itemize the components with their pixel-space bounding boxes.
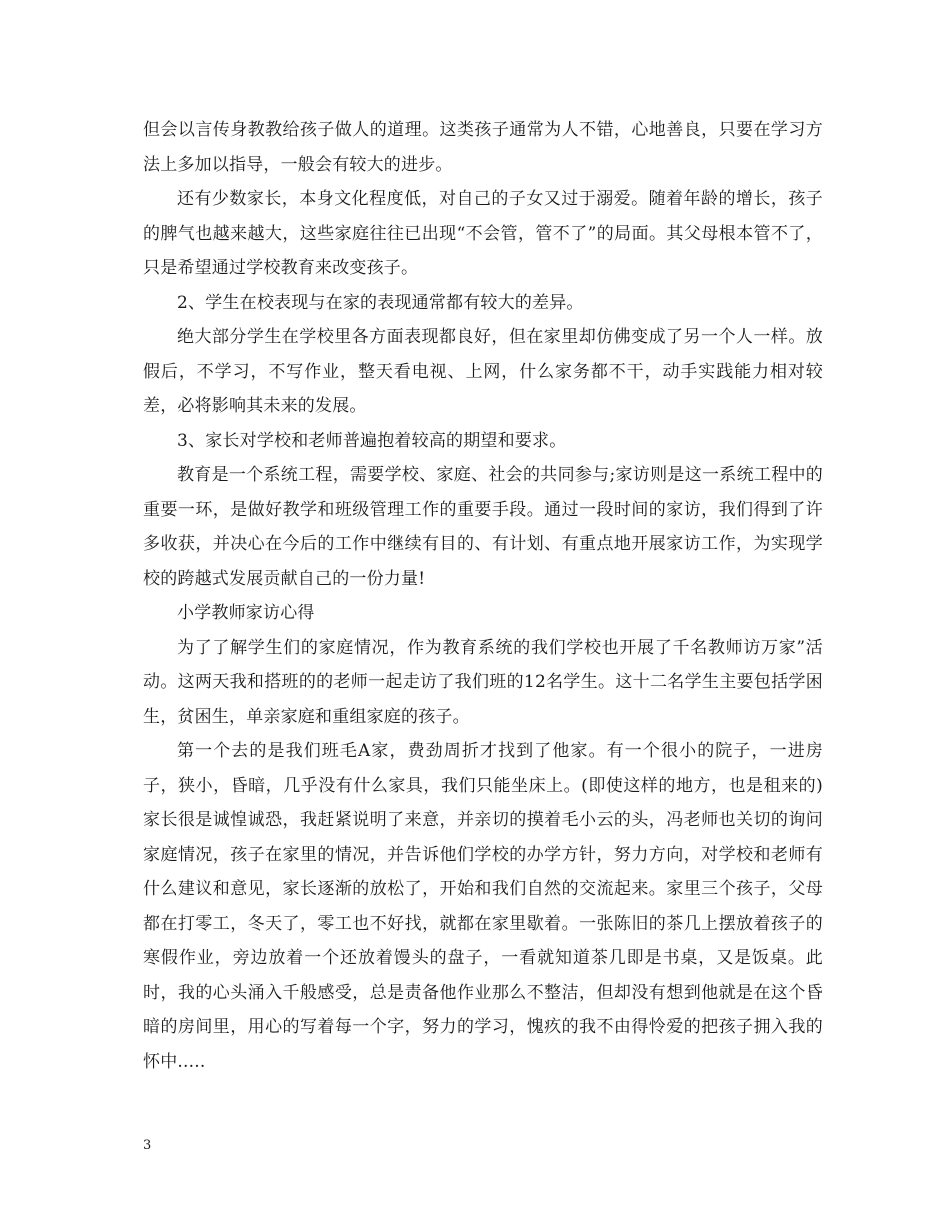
section-heading: 3、家长对学校和老师普遍抱着较高的期望和要求。	[177, 430, 567, 451]
paragraph: 绝大部分学生在学校里各方面表现都良好，但在家里却仿佛变成了另一个人一样。放假后，不学习，不写作业，整天看电视、上网，什么家务都不干，动手实践能力相对较差，必将影响其未来的发展。	[143, 327, 823, 416]
paragraph: 教育是一个系统工程，需要学校、家庭、社会的共同参与;家访则是这一系统工程中的重要一环，是做好教学和班级管理工作的重要手段。通过一段时间的家访，我们得到了许多收获，并决心在今后的工作中继续有目的、有计划、有重点地开展家访工作，为实现学校的跨越式发展贡献自己的一份力量!	[143, 465, 823, 589]
paragraph: 为了了解学生们的家庭情况，作为教育系统的我们学校也开展了千名教师访万家”活动。这两天我和搭班的的老师一起走访了我们班的12名学生。这十二名学生主要包括学困生，贫困生，单亲家庭和重组家庭的孩子。	[143, 637, 823, 727]
paragraph: 还有少数家长，本身文化程度低，对自己的子女又过于溺爱。随着年龄的增长，孩子的脾气也越来越大，这些家庭往往已出现“不会管，管不了”的局面。其父母根本管不了，只是希望通过学校教育来改变孩子。	[143, 189, 823, 278]
document-body	[143, 113, 823, 1079]
article-title: 小学教师家访心得	[177, 603, 315, 623]
section-heading: 2、学生在校表现与在家的表现通常都有较大的差异。	[177, 292, 584, 313]
paragraph: 但会以言传身教教给孩子做人的道理。这类孩子通常为人不错，心地善良，只要在学习方法上多加以指导，一般会有较大的进步。	[143, 120, 823, 175]
page-number: 3	[143, 1138, 152, 1153]
paragraph: 第一个去的是我们班毛A家，费劲周折才找到了他家。有一个很小的院子，一进房子，狭小，昏暗，几乎没有什么家具，我们只能坐床上。(即使这样的地方，也是租来的)家长很是诚惶诚恐，我赶紧说明了来意，并亲切的摸着毛小云的头，冯老师也关切的询问家庭情况，孩子在家里的情况，并告诉他们学校的办学方针，努力方向，对学校和老师有什么建议和意见，家长逐渐的放松了，开始和我们自然的交流起来。家里三个孩子，父母都在打零工，冬天了，零工也不好找，就都在家里歇着。一张陈旧的茶几上摆放着孩子的寒假作业，旁边放着一个还放着馒头的盘子，一看就知道茶几即是书桌，又是饭桌。此时，我的心头涌入千般感受，总是责备他作业那么不整洁，但却没有想到他就是在这个昏暗的房间里，用心的写着每一个字，努力的学习，愧疚的我不由得怜爱的把孩子拥入我的怀中.....	[143, 741, 823, 1072]
